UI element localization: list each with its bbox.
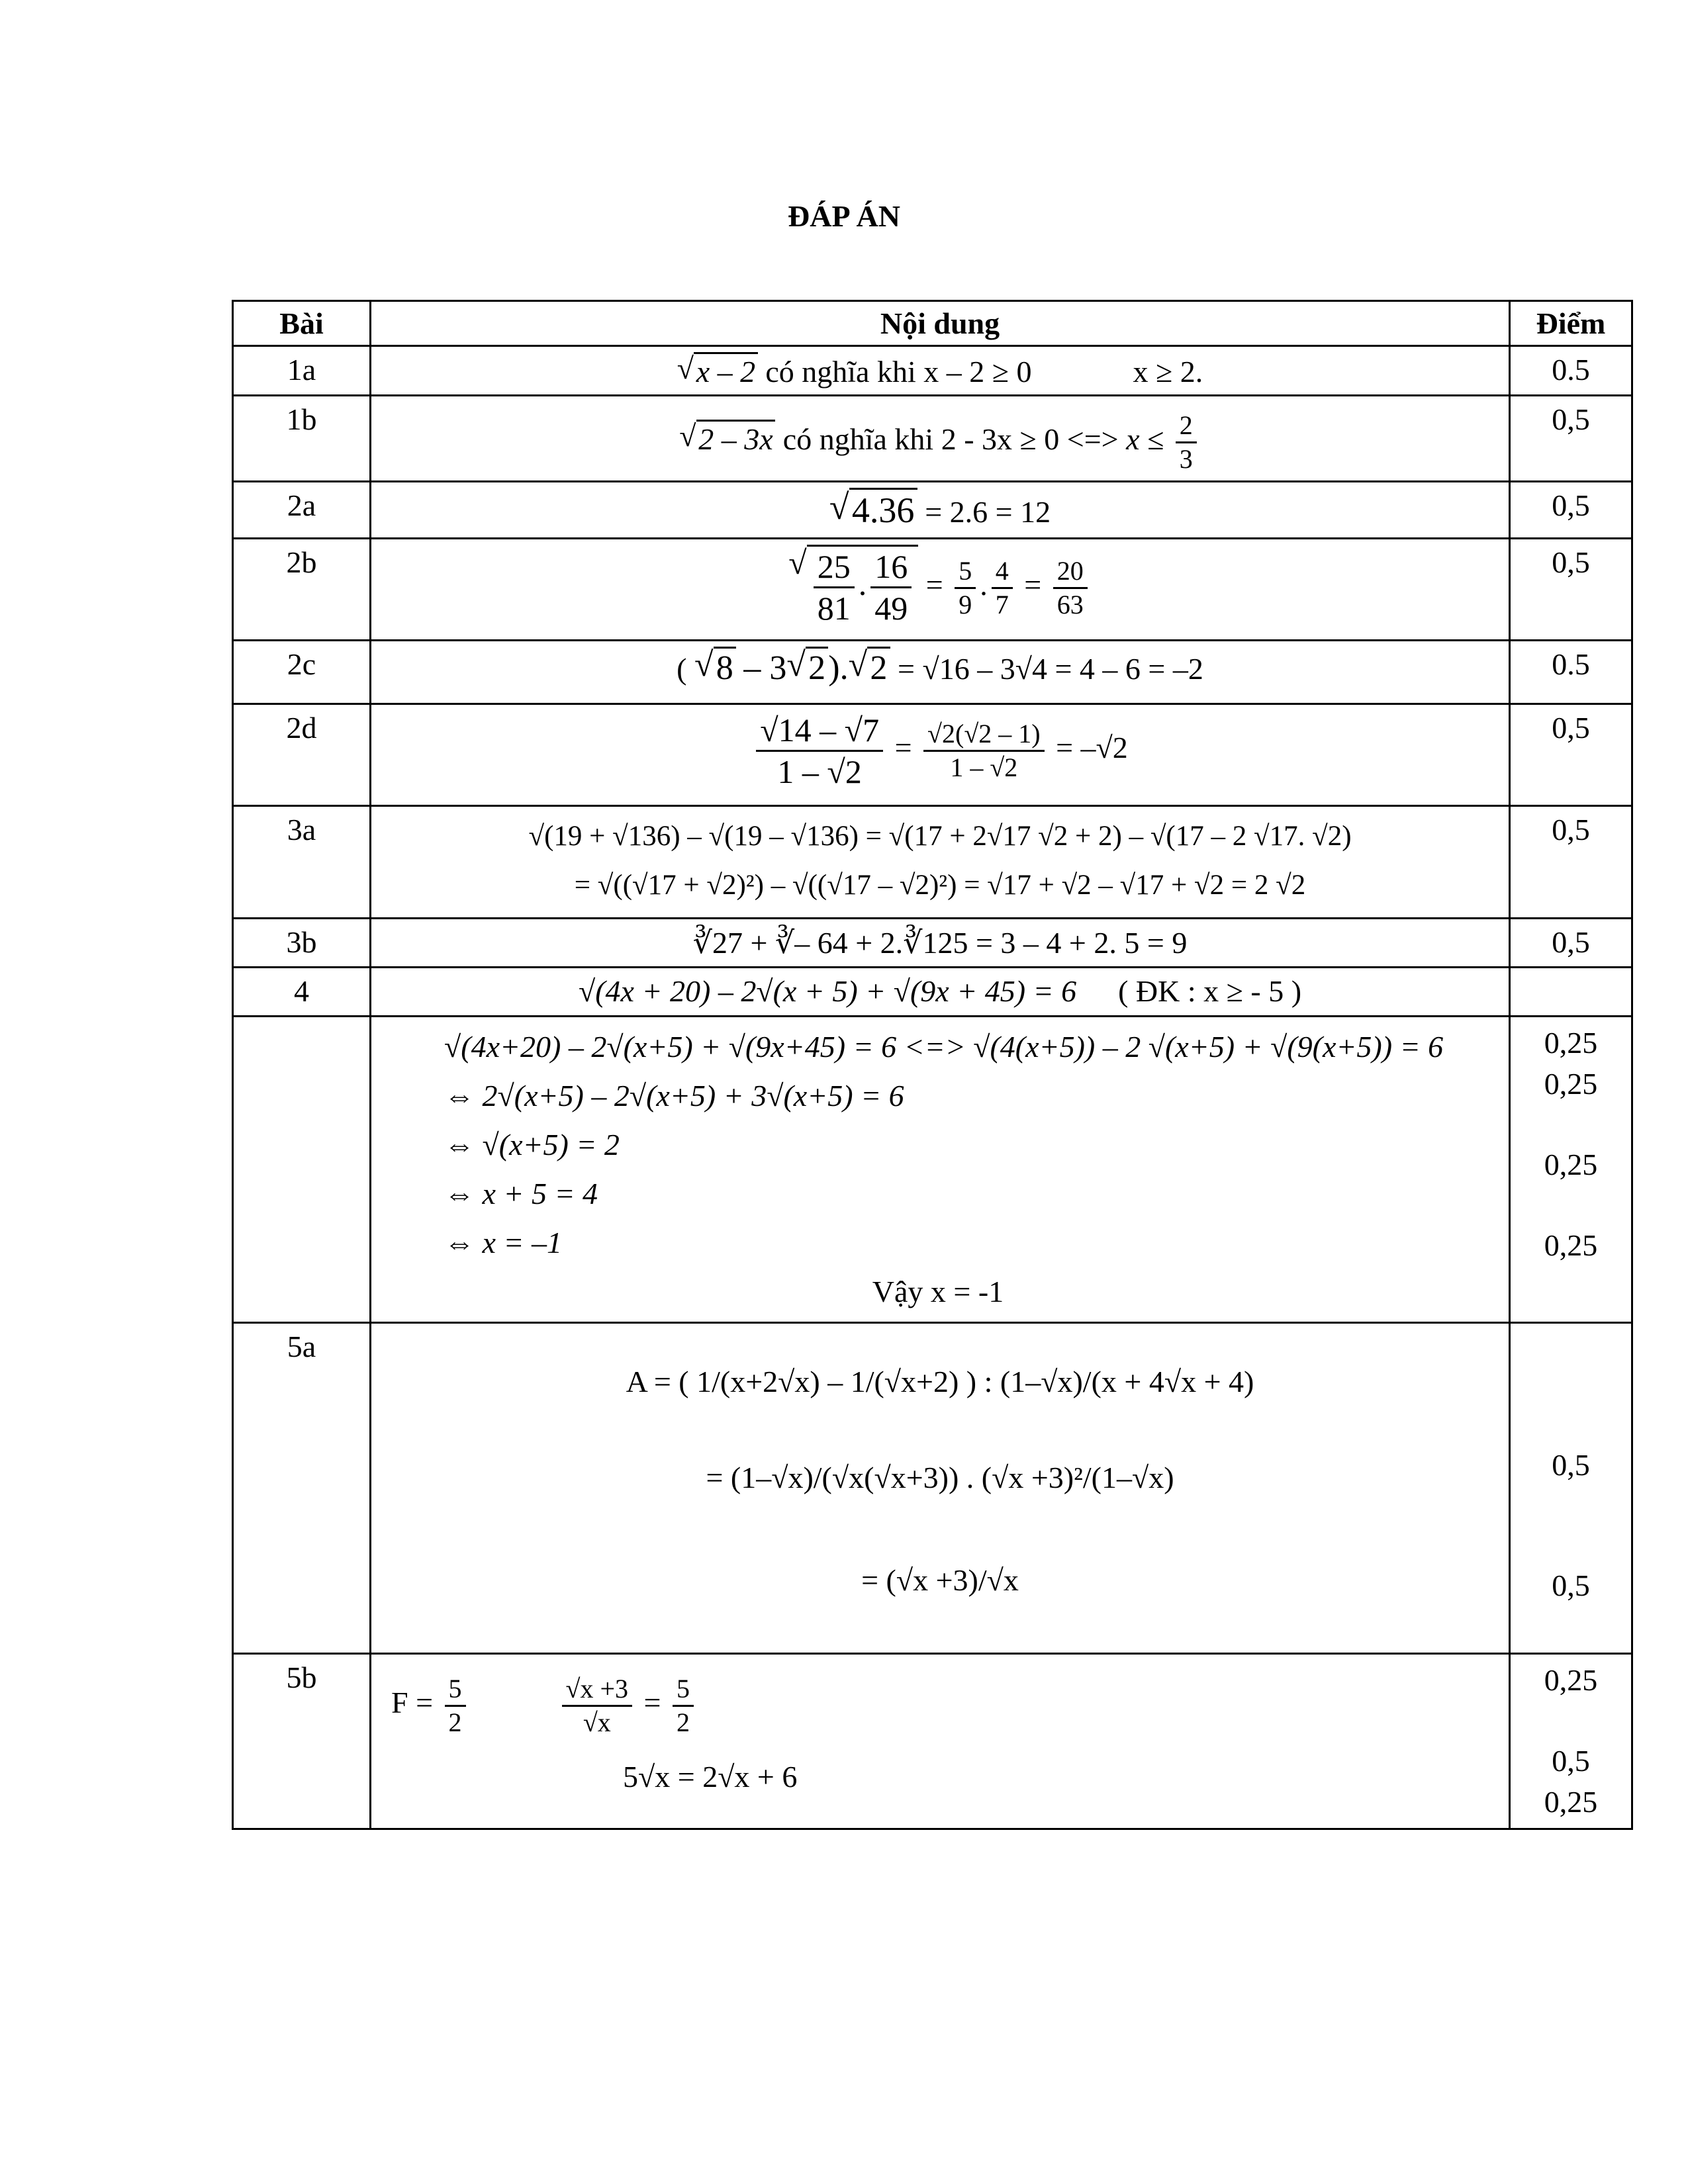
equals-sign: = — [925, 567, 943, 602]
equation-line: = √((√17 + √2)²) – √((√17 – √2)²) = √17 + √2 – √17 + √2 = 2 √2 — [574, 870, 1306, 901]
bai-cell: 2d — [233, 704, 371, 806]
equation-line: ⇔ 2√(x+5) – 2√(x+5) + 3√(x+5) = 6 — [444, 1079, 904, 1113]
equation-line: = (√x +3)/√x — [861, 1563, 1019, 1597]
content-cell: √ $\frac{25}{81}$ . $\frac{16}{49}$ = $\frac{5}{9}$ . $\frac{4}{7}$ = $\frac{20}{63}$ — [371, 539, 1510, 641]
result-text: = –√2 — [1056, 731, 1128, 765]
result-text: x ≥ 2. — [1133, 355, 1203, 388]
paren-open: ( — [677, 652, 687, 686]
score-cell: 0,5 — [1510, 482, 1632, 539]
fraction: $\frac{5}{9}$ — [955, 555, 976, 621]
sqrt-expression: √ 2 — [849, 647, 890, 688]
score-value: 0,25 — [1544, 1785, 1598, 1819]
content-cell — [371, 1323, 1510, 1654]
fraction: √ $\frac{25}{81}$ — [814, 547, 855, 628]
sqrt-expression: √ $\frac{25}{81}$ . $\frac{16}{49}$ — [788, 545, 918, 628]
score-cell: 0,5 — [1510, 396, 1632, 482]
equation-line: ⇔ x + 5 = 4 — [444, 1177, 598, 1210]
table-row — [233, 806, 1632, 919]
table-row — [233, 346, 1632, 396]
answer-table — [232, 300, 1633, 1830]
score-value: 0,25 — [1544, 1228, 1598, 1262]
fraction: $\frac{√14 - √7}{1 - √2}$ — [756, 710, 883, 792]
bai-cell — [233, 1017, 371, 1323]
fraction: $\frac{4}{7}$ — [992, 555, 1013, 621]
condition-text: có nghĩa khi 2 - 3x ≥ 0 <=> — [782, 422, 1119, 457]
table-row — [233, 1017, 1632, 1323]
bai-cell: 3a — [233, 806, 371, 919]
table-row — [233, 396, 1632, 482]
expression-part: – 3 — [743, 649, 787, 687]
content-cell — [371, 968, 1510, 1017]
table-row — [233, 641, 1632, 704]
equation-line: √(4x+20) – 2√(x+5) + √(9x+45) = 6 <=> √(4(x+5)) – 2 √(x+5) + √(9(x+5)) = 6 — [444, 1030, 1444, 1064]
fraction: $\frac{2}{3}$ — [1176, 410, 1197, 475]
expression-part: ). — [828, 649, 849, 687]
table-header-row — [233, 301, 1632, 346]
condition-text: ( ĐK : x ≥ - 5 ) — [1118, 974, 1302, 1008]
bai-cell: 2c — [233, 641, 371, 704]
score-value: 0,5 — [1552, 1448, 1590, 1482]
equation-line: F = $\frac{5}{2}$ $\frac{√x +3}{√x}$ = $\frac{5}{2}$ — [391, 1660, 1505, 1746]
equals-sign: = — [894, 731, 912, 765]
score-cell: 0,5 — [1510, 806, 1632, 919]
bai-cell: 3b — [233, 919, 371, 968]
equation-line: ⇔ √(x+5) = 2 — [444, 1128, 620, 1161]
equation-line: = (1–√x)/(√x(√x+3)) . (√x +3)²/(1–√x) — [706, 1461, 1174, 1494]
equation-line: ⇔ x = –1 — [444, 1226, 562, 1259]
table-row — [233, 1654, 1632, 1829]
sqrt-expression: √ 2 — [786, 647, 828, 688]
bai-cell: 4 — [233, 968, 371, 1017]
table-row — [233, 704, 1632, 806]
sqrt-expression: √ 8 — [694, 647, 736, 688]
score-value: 0,5 — [1552, 1569, 1590, 1602]
score-cell — [1510, 1654, 1632, 1829]
score-cell — [1510, 1323, 1632, 1654]
result-text: = 2.6 = 12 — [925, 495, 1051, 529]
table-row — [233, 482, 1632, 539]
content-cell — [371, 1654, 1510, 1829]
content-cell — [371, 641, 1510, 704]
sqrt-expression: √ x – 2 — [677, 352, 758, 389]
result-lhs: x ≤ — [1126, 422, 1164, 457]
page-title: ĐÁP ÁN — [788, 199, 900, 233]
score-cell: 0.5 — [1510, 641, 1632, 704]
score-cell: 0.5 — [1510, 346, 1632, 396]
content-cell: ∛27 + ∛– 64 + 2.∛125 = 3 – 4 + 2. 5 = 9 — [371, 919, 1510, 968]
condition-text: có nghĩa khi x – 2 ≥ 0 — [765, 355, 1032, 388]
table-row — [233, 968, 1632, 1017]
header-bai: Bài — [233, 301, 371, 346]
bai-cell: 1a — [233, 346, 371, 396]
content-cell — [371, 396, 1510, 482]
score-value: 0,25 — [1544, 1663, 1598, 1697]
score-cell — [1510, 1017, 1632, 1323]
conclusion-line: Vậy x = -1 — [872, 1275, 1004, 1308]
sqrt-expression: √ 2 – 3x — [679, 420, 775, 457]
equation-line: √(19 + √136) – √(19 – √136) = √(17 + 2√17 √2 + 2) – √(17 – 2 √17. √2) — [528, 821, 1352, 852]
score-cell: 0,5 — [1510, 539, 1632, 641]
result-text: = √16 – 3√4 = 4 – 6 = –2 — [898, 652, 1203, 686]
equals-sign: = — [1024, 567, 1042, 602]
bai-cell: 2a — [233, 482, 371, 539]
table-row — [233, 919, 1632, 968]
bai-cell: 1b — [233, 396, 371, 482]
score-value: 0,25 — [1544, 1067, 1598, 1101]
sqrt-expression: √ 4.36 — [829, 488, 917, 531]
header-diem: Điểm — [1510, 301, 1632, 346]
score-cell: 0,5 — [1510, 919, 1632, 968]
equation-line: 5√x = 2√x + 6 — [623, 1760, 798, 1794]
fraction: $\frac{16}{49}$ — [870, 547, 912, 628]
score-value: 0,25 — [1544, 1148, 1598, 1181]
score-value: 0,25 — [1544, 1026, 1598, 1060]
score-value: 0,5 — [1552, 1744, 1590, 1778]
table-row — [233, 1323, 1632, 1654]
content-cell — [371, 482, 1510, 539]
fraction: $\frac{20}{63}$ — [1053, 555, 1088, 621]
equation-text: √(4x + 20) – 2√(x + 5) + √(9x + 45) = 6 — [578, 974, 1077, 1008]
content-cell — [371, 704, 1510, 806]
bai-cell: 5a — [233, 1323, 371, 1654]
bai-cell: 5b — [233, 1654, 371, 1829]
content-cell — [371, 346, 1510, 396]
header-noi-dung: Nội dung — [371, 301, 1510, 346]
bai-cell: 2b — [233, 539, 371, 641]
equation-line: A = ( 1/(x+2√x) – 1/(√x+2) ) : (1–√x)/(x + 4√x + 4) — [626, 1365, 1254, 1398]
table-row — [233, 539, 1632, 641]
score-cell — [1510, 968, 1632, 1017]
content-cell — [371, 1017, 1510, 1323]
score-cell: 0,5 — [1510, 704, 1632, 806]
content-cell — [371, 806, 1510, 919]
fraction: $\frac{√2(√2 - 1)}{1 - √2}$ — [923, 718, 1045, 784]
